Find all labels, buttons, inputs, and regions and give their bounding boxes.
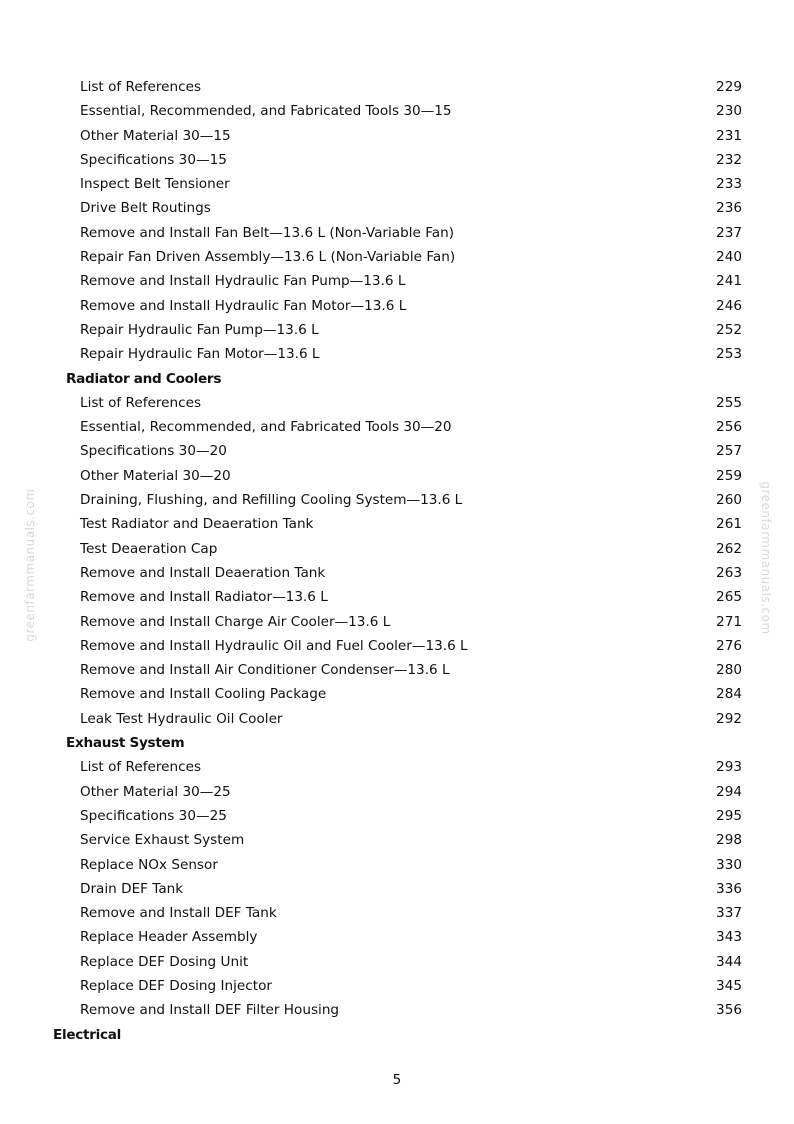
toc-entry[interactable] — [0, 610, 794, 634]
toc-entry-title: Replace NOx Sensor — [80, 856, 218, 873]
toc-entry[interactable] — [0, 439, 794, 463]
toc-entry-page: 280 — [716, 662, 742, 679]
toc-entry-page: 229 — [716, 79, 742, 95]
toc-entry-title: Specifications 30—20 — [80, 443, 227, 460]
toc-entry-title: Drive Belt Routings — [80, 200, 211, 217]
toc-entry-page: 284 — [716, 686, 742, 703]
toc-entry-page: 255 — [716, 394, 742, 411]
toc-entry-title: Inspect Belt Tensioner — [80, 176, 230, 193]
toc-entry-page: 260 — [716, 492, 742, 509]
toc-entry-title: Replace Header Assembly — [80, 929, 258, 946]
toc-entry[interactable] — [0, 172, 794, 196]
toc-entry[interactable] — [0, 585, 794, 609]
toc-entry-page: 344 — [716, 953, 742, 970]
toc-entry[interactable] — [0, 755, 794, 779]
toc-entry-title: Test Deaeration Cap — [80, 540, 218, 557]
toc-section-heading[interactable] — [0, 367, 794, 391]
watermark-left: greenfarmmanuals.com — [23, 488, 37, 642]
toc-entry-title: Essential, Recommended, and Fabricated Tools 30—20 — [80, 419, 452, 436]
toc-entry-page: 276 — [716, 637, 742, 654]
toc-entry-page: 336 — [716, 880, 742, 897]
toc-entry-title: List of References — [80, 394, 202, 411]
toc-entry[interactable] — [0, 221, 794, 245]
toc-entry[interactable] — [0, 658, 794, 682]
toc-entry-page: 230 — [716, 103, 742, 120]
toc-entry-page: 241 — [716, 273, 742, 290]
toc-entry-page: 330 — [716, 856, 742, 873]
toc-entry-title: Remove and Install Hydraulic Fan Motor—13.6 L — [80, 297, 407, 314]
toc-entry-title: Repair Hydraulic Fan Pump—13.6 L — [80, 321, 319, 338]
toc-entry-page: 294 — [716, 783, 742, 800]
toc-entry[interactable] — [0, 391, 794, 415]
toc-entry-page: 256 — [716, 419, 742, 436]
toc-entry[interactable] — [0, 780, 794, 804]
toc-entry-title: List of References — [80, 759, 202, 776]
toc-entry[interactable] — [0, 877, 794, 901]
toc-entry-title: Other Material 30—15 — [80, 127, 231, 144]
toc-entry[interactable] — [0, 950, 794, 974]
toc-entry[interactable] — [0, 901, 794, 925]
toc-entry[interactable] — [0, 682, 794, 706]
toc-entry-title: Remove and Install Air Conditioner Condenser—13.6 L — [80, 662, 450, 679]
toc-entry[interactable] — [0, 245, 794, 269]
toc-entry-page: 261 — [716, 516, 742, 533]
toc-entry-title: Remove and Install Fan Belt—13.6 L (Non-Variable Fan) — [80, 224, 455, 241]
toc-entry-title: List of References — [80, 79, 202, 95]
toc-entry-title: Leak Test Hydraulic Oil Cooler — [80, 710, 283, 727]
toc-entry[interactable] — [0, 998, 794, 1022]
toc-entry-title: Remove and Install DEF Filter Housing — [80, 1002, 340, 1019]
toc-entry-page: 265 — [716, 589, 742, 606]
toc-entry-title: Remove and Install Hydraulic Oil and Fuel Cooler—13.6 L — [80, 637, 468, 654]
toc-entry[interactable] — [0, 853, 794, 877]
toc-entry-page: 231 — [716, 127, 742, 144]
toc-entry-page: 233 — [716, 176, 742, 193]
toc-entry-title: Repair Fan Driven Assembly—13.6 L (Non-Variable Fan) — [80, 249, 456, 266]
toc-entry-page: 271 — [716, 613, 742, 630]
toc-entry[interactable] — [0, 75, 794, 99]
toc-entry[interactable] — [0, 707, 794, 731]
toc-entry[interactable] — [0, 148, 794, 172]
page-number: 5 — [392, 1072, 402, 1088]
toc-entry[interactable] — [0, 464, 794, 488]
toc-entry[interactable] — [0, 561, 794, 585]
toc-entry-page: 257 — [716, 443, 742, 460]
toc-entry[interactable] — [0, 269, 794, 293]
toc-section-heading[interactable] — [0, 731, 794, 755]
toc-entry[interactable] — [0, 634, 794, 658]
toc-entry[interactable] — [0, 415, 794, 439]
toc-entry-title: Replace DEF Dosing Injector — [80, 977, 272, 994]
toc-entry-page: 293 — [716, 759, 742, 776]
toc-entry-page: 263 — [716, 564, 742, 581]
toc-entry[interactable] — [0, 99, 794, 123]
table-of-contents — [0, 75, 794, 1047]
toc-entry-title: Test Radiator and Deaeration Tank — [80, 516, 314, 533]
toc-entry-page: 237 — [716, 224, 742, 241]
toc-entry-page: 292 — [716, 710, 742, 727]
toc-entry-title: Specifications 30—15 — [80, 151, 227, 168]
toc-entry-title: Essential, Recommended, and Fabricated Tools 30—15 — [80, 103, 452, 120]
toc-entry[interactable] — [0, 342, 794, 366]
toc-entry-title: Remove and Install Cooling Package — [80, 686, 327, 703]
toc-entry[interactable] — [0, 488, 794, 512]
toc-entry-page: 246 — [716, 297, 742, 314]
toc-entry-title: Other Material 30—20 — [80, 467, 231, 484]
toc-entry-title: Draining, Flushing, and Refilling Cooling System—13.6 L — [80, 492, 463, 509]
toc-entry-page: 252 — [716, 321, 742, 338]
toc-entry-title: Drain DEF Tank — [80, 880, 184, 897]
toc-entry-page: 253 — [716, 346, 742, 363]
toc-entry-page: 232 — [716, 151, 742, 168]
watermark-right: greenfarmmanuals.com — [759, 481, 773, 635]
toc-entry[interactable] — [0, 537, 794, 561]
toc-entry-title: Remove and Install Charge Air Cooler—13.6 L — [80, 613, 391, 630]
toc-entry[interactable] — [0, 294, 794, 318]
toc-entry[interactable] — [0, 974, 794, 998]
toc-entry-page: 236 — [716, 200, 742, 217]
toc-entry[interactable] — [0, 804, 794, 828]
toc-entry[interactable] — [0, 925, 794, 949]
toc-entry[interactable] — [0, 124, 794, 148]
toc-chapter-heading[interactable] — [0, 1023, 794, 1047]
toc-entry[interactable] — [0, 318, 794, 342]
toc-entry-title: Other Material 30—25 — [80, 783, 231, 800]
toc-entry-page: 262 — [716, 540, 742, 557]
toc-entry[interactable] — [0, 512, 794, 536]
toc-entry-page: 345 — [716, 977, 742, 994]
toc-entry-page: 295 — [716, 807, 742, 824]
toc-entry-title: Service Exhaust System — [80, 832, 245, 849]
toc-entry-page: 240 — [716, 249, 742, 266]
toc-entry[interactable] — [0, 828, 794, 852]
toc-entry-page: 356 — [716, 1002, 742, 1019]
toc-entry-title: Remove and Install DEF Tank — [80, 905, 277, 922]
toc-entry-page: 343 — [716, 929, 742, 946]
toc-entry-title: Electrical — [53, 1026, 121, 1043]
toc-entry-title: Replace DEF Dosing Unit — [80, 953, 249, 970]
toc-entry-page: 259 — [716, 467, 742, 484]
toc-entry-title: Radiator and Coolers — [66, 370, 222, 387]
toc-entry-title: Remove and Install Radiator—13.6 L — [80, 589, 328, 606]
toc-entry-page: 337 — [716, 905, 742, 922]
toc-entry-title: Repair Hydraulic Fan Motor—13.6 L — [80, 346, 320, 363]
toc-entry-title: Exhaust System — [66, 735, 185, 752]
toc-entry[interactable] — [0, 196, 794, 220]
toc-entry-title: Remove and Install Hydraulic Fan Pump—13.6 L — [80, 273, 406, 290]
toc-entry-page: 298 — [716, 832, 742, 849]
toc-entry-title: Remove and Install Deaeration Tank — [80, 564, 326, 581]
toc-entry-title: Specifications 30—25 — [80, 807, 227, 824]
